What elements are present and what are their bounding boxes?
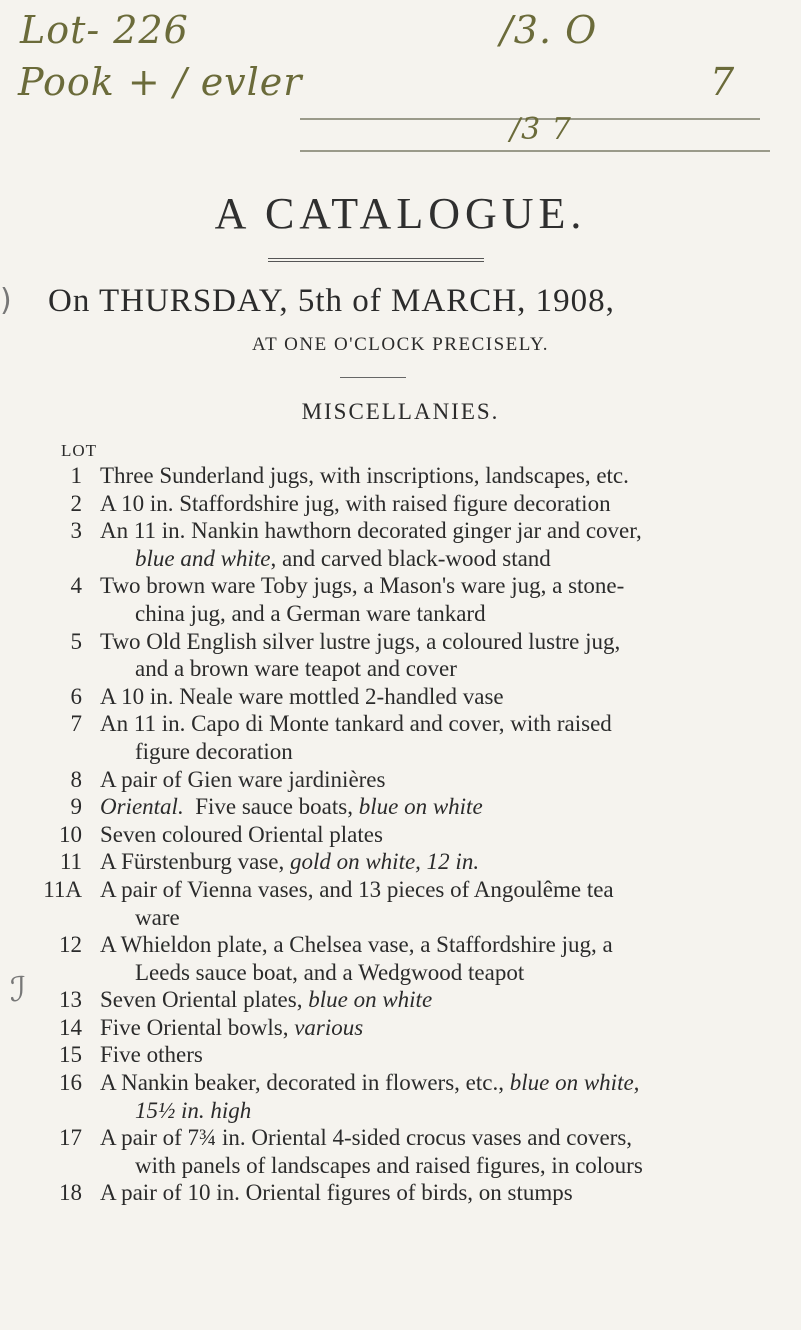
lot-description xyxy=(100,766,770,794)
lot-line: An 11 in. Nankin hawthorn decorated ginger jar and cover, xyxy=(100,518,642,544)
lot-text: A Nankin beaker, decorated in flowers, etc., xyxy=(100,1070,510,1096)
lot-item xyxy=(0,1069,801,1124)
lot-number: 11 xyxy=(59,849,82,875)
lot-item xyxy=(0,1041,801,1069)
lot-number: 11A xyxy=(43,876,82,902)
handwritten-total-note: /3 7 xyxy=(510,112,572,147)
lot-item xyxy=(0,876,801,931)
lot-line: Seven coloured Oriental plates xyxy=(100,821,383,847)
lot-line: Two brown ware Toby jugs, a Mason's ware jug, a stone- xyxy=(100,573,625,599)
lot-item xyxy=(0,766,801,794)
lot-italic-text: blue on white xyxy=(308,987,433,1013)
lot-line-continued: figure decoration xyxy=(135,738,293,764)
lot-description xyxy=(100,821,770,849)
lot-italic-text: 15½ in. high xyxy=(135,1097,252,1123)
lot-line: A 10 in. Staffordshire jug, with raised figure decoration xyxy=(100,490,611,516)
lot-number: 4 xyxy=(70,573,82,599)
lot-line: A Whieldon plate, a Chelsea vase, a Staffordshire jug, a xyxy=(100,932,613,958)
lot-line-continued: Leeds sauce boat, and a Wedgwood teapot xyxy=(135,959,525,985)
lot-line: An 11 in. Capo di Monte tankard and cover, with raised xyxy=(100,711,612,737)
handwritten-lot-note: Lot- 226 xyxy=(20,8,189,52)
lot-item xyxy=(0,517,801,572)
margin-mark-top: ) xyxy=(0,283,12,318)
lot-number: 3 xyxy=(70,518,82,544)
sale-date: On THURSDAY, 5th of MARCH, 1908, xyxy=(48,283,615,319)
lot-line xyxy=(100,1069,770,1097)
lot-number: 18 xyxy=(59,1180,82,1206)
lot-number: 17 xyxy=(59,1125,82,1151)
lot-description xyxy=(100,793,770,821)
lot-number: 13 xyxy=(59,987,82,1013)
title-underline xyxy=(268,258,484,262)
lot-description xyxy=(100,1069,770,1124)
lot-line xyxy=(100,1014,770,1042)
lot-description xyxy=(100,462,770,490)
lot-item xyxy=(0,793,801,821)
handwritten-annotations xyxy=(0,0,801,160)
lot-description xyxy=(100,848,770,876)
lot-number: 12 xyxy=(59,932,82,958)
lot-item xyxy=(0,821,801,849)
lot-item xyxy=(0,986,801,1014)
lot-number: 2 xyxy=(70,490,82,516)
lot-text: Five sauce boats, xyxy=(183,794,359,820)
lot-item xyxy=(0,1014,801,1042)
lot-line: A pair of 10 in. Oriental figures of birds, on stumps xyxy=(100,1180,573,1206)
lot-italic-text: blue on white xyxy=(358,794,483,820)
lot-italic-text: blue and white xyxy=(135,545,271,571)
margin-mark-lower: ℐ xyxy=(10,970,26,1010)
lot-description xyxy=(100,931,770,986)
lot-number: 7 xyxy=(70,711,82,737)
lot-description xyxy=(100,876,770,931)
lot-line xyxy=(100,986,770,1014)
lot-description xyxy=(100,1041,770,1069)
page-title: A CATALOGUE. xyxy=(214,189,587,238)
lot-item xyxy=(0,710,801,765)
lot-line xyxy=(100,848,770,876)
lot-line xyxy=(100,793,770,821)
lot-item xyxy=(0,848,801,876)
lot-italic-text: various xyxy=(294,1014,364,1040)
lot-description xyxy=(100,986,770,1014)
lot-line: A pair of Gien ware jardinières xyxy=(100,766,386,792)
lot-line-continued xyxy=(100,1097,770,1125)
handwritten-rule-2 xyxy=(300,150,770,152)
lot-description xyxy=(100,683,770,711)
section-heading: MISCELLANIES. xyxy=(301,399,500,424)
lot-item xyxy=(0,462,801,490)
lot-text: Five Oriental bowls, xyxy=(100,1014,295,1040)
lot-line: A pair of 7¾ in. Oriental 4-sided crocus vases and covers, xyxy=(100,1125,633,1151)
lot-number: 16 xyxy=(59,1070,82,1096)
lot-line: Two Old English silver lustre jugs, a coloured lustre jug, xyxy=(100,628,621,654)
lot-number: 10 xyxy=(59,821,82,847)
lot-description xyxy=(100,628,770,683)
lot-description xyxy=(100,572,770,627)
lot-italic-text: gold on white, 12 in. xyxy=(289,849,480,875)
lot-line: Three Sunderland jugs, with inscriptions, landscapes, etc. xyxy=(100,463,629,488)
lot-number: 8 xyxy=(70,766,82,792)
lot-item xyxy=(0,931,801,986)
handwritten-price-note: /3. O xyxy=(500,8,598,52)
lot-number: 6 xyxy=(70,683,82,709)
lot-line-continued xyxy=(100,545,770,573)
lot-line-continued: ware xyxy=(135,904,180,930)
lot-number: 9 xyxy=(70,794,82,820)
lot-item xyxy=(0,683,801,711)
lot-line: A pair of Vienna vases, and 13 pieces of Angoulême tea xyxy=(100,876,614,902)
lot-description xyxy=(100,490,770,518)
lot-text: A Fürstenburg vase, xyxy=(100,849,290,875)
lot-line: A 10 in. Neale ware mottled 2-handled vase xyxy=(100,683,504,709)
lot-italic-text: blue on white, xyxy=(509,1070,640,1096)
lot-item xyxy=(0,490,801,518)
handwritten-price-note-2: 7 xyxy=(710,60,736,104)
lot-text: , and carved black-wood stand xyxy=(270,545,551,571)
lot-line-continued: and a brown ware teapot and cover xyxy=(135,656,457,682)
lot-line: Five others xyxy=(100,1042,203,1068)
lot-list xyxy=(0,462,801,1207)
lot-number: 15 xyxy=(59,1042,82,1068)
lot-description xyxy=(100,1179,770,1207)
lot-number: 1 xyxy=(70,463,82,488)
lot-column-heading: LOT xyxy=(61,441,98,460)
sale-time: AT ONE O'CLOCK PRECISELY. xyxy=(252,334,549,355)
lot-item xyxy=(0,1124,801,1179)
lot-description xyxy=(100,1014,770,1042)
lot-number: 5 xyxy=(70,628,82,654)
handwritten-buyer-note: Pook + / evler xyxy=(18,60,303,104)
lot-item xyxy=(0,572,801,627)
lot-italic-text: Oriental. xyxy=(100,794,184,820)
lot-item xyxy=(0,628,801,683)
lot-description xyxy=(100,517,770,572)
lot-text: Seven Oriental plates, xyxy=(100,987,309,1013)
lot-description xyxy=(100,1124,770,1179)
section-divider xyxy=(340,377,406,378)
lot-number: 14 xyxy=(59,1014,82,1040)
lot-item xyxy=(0,1179,801,1207)
lot-line-continued: with panels of landscapes and raised figures, in colours xyxy=(135,1152,643,1178)
lot-description xyxy=(100,710,770,765)
lot-line-continued: china jug, and a German ware tankard xyxy=(135,600,486,626)
